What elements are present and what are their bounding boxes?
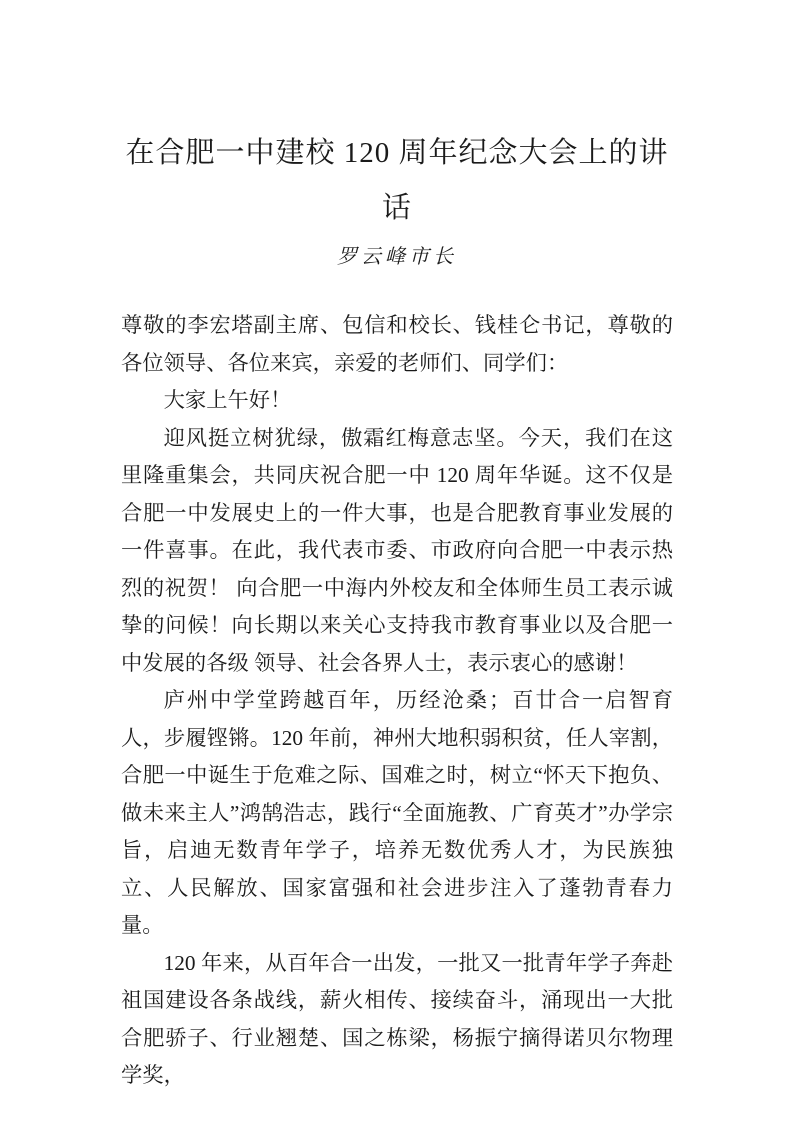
title-line-1: 在合肥一中建校 120 周年纪念大会上的讲 [125, 137, 669, 169]
paragraph-greeting: 大家上午好！ [163, 388, 292, 412]
paragraph-history: 庐州中学堂跨越百年，历经沧桑；百廿合一启智育人，步履铿锵。120 年前，神州大地积弱积贫，任人宰割，合肥一中诞生于危难之际、国难之时，树立“怀天下抱负、做未来主人”鸿鹄浩志，践行“全面施教、广育英才”办学宗旨，启迪无数青年学子，培养无数优秀人才，为民族独立、人民解放、国家富强和社会进步注入了蓬勃青春力量。 [121, 688, 673, 937]
paragraph-congratulations: 迎风挺立树犹绿，傲霜红梅意志坚。今天，我们在这里隆重集会，共同庆祝合肥一中 120 周年华诞。这不仅是合肥一中发展史上的一件大事，也是合肥教育事业发展的一件喜事。在此，我代表市委、市政府向合肥一中表示热烈的祝贺！ 向合肥一中海内外校友和全体师生员工表示诚挚的问候！向长期以来关心支持我市教育事业以及合肥一中发展的各级 领导、社会各界人士，表示衷心的感谢！ [121, 425, 673, 675]
document-title [121, 0, 673, 236]
paragraph-alumni: 120 年来，从百年合一出发，一批又一批青年学子奔赴祖国建设各条战线，薪火相传、接续奋斗，涌现出一大批合肥骄子、行业翘楚、国之栋梁，杨振宁摘得诺贝尔物理学奖， [121, 950, 673, 1087]
paragraph-salutation: 尊敬的李宏塔副主席、包信和校长、钱桂仑书记，尊敬的各位领导、各位来宾，亲爱的老师们、同学们： [121, 313, 673, 375]
author-line: 罗云峰市长 [337, 246, 457, 268]
title-line-2: 话 [381, 192, 412, 224]
document-body [121, 307, 673, 1095]
